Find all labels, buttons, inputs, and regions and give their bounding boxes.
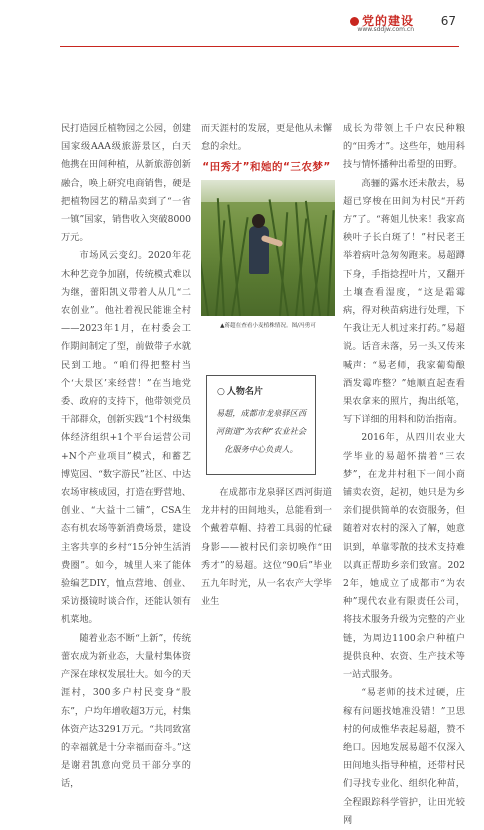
body-paragraph: “易老师的技术过硬，庄稼有问题找她准没错！”卫思村的何成惟华表起易超，赞不绝口。因地发展易超不仅深入田间地头指导种植，还带村民们寻找专业化、组织化种苗，全程跟踪科学管护，让田光较网 (343, 687, 465, 826)
page-header (0, 0, 484, 52)
body-paragraph: 随着业态不断“上新”，传统蕾农成为新业态，大量村集体资产深在球权发展壮大。如今的天涯村，300多户村民变身“股东”，户均年增收超3万元，村集体资产达3291万元。“共同致富的幸福就是十分幸福而奋斗。”这是谢君凯意向党员干部分享的话， (61, 632, 191, 790)
photo-caption: ▲蒋超在查看小麦植株情况。图/冯勇可 (220, 323, 316, 329)
body-paragraph: 成长为带领上千户农民种粮的“田秀才”。这些年，她用科技与情怀播种出希望的田野。 (343, 123, 465, 171)
page-number: 67 (440, 14, 456, 28)
article-photo (201, 180, 335, 316)
body-paragraph: 2016年，从四川农业大学毕业的易超怀揣着“三农梦”，在龙井村租下一间小商铺卖农资，起初，她只是为乡亲们提供简单的农资服务，但随着对农村的深入了解，她意识到，单靠零散的技术支持难以真正帮助乡亲们致富。2022年，她成立了成都市“为农种”现代农业有限责任公司，将技术服务升级为完整的产业链，为周边1100余户种植户提供良种、农资、生产技术等一站式服务。 (343, 432, 465, 681)
column-2-bottom (201, 484, 332, 611)
body-paragraph: 而天涯村的发展，更是他从未懈怠的余灶。 (201, 123, 332, 153)
body-paragraph: 市场风云变幻。2020年花木种艺竞争加剧，传统模式难以为继，蕾阳凯义带着人从几“二农创业”。他社着视民能谁全村——2023年1月，在村委会工作期间制定了型，前做带子水就民到工地。“咱们得把整村当个‘大景区’来经营！”在当地党委、政府的支持下，他带领党员干部群众，创新实践“1个村级集体经济组织+1个平台运营公司+N个产业项目”模式，和蓄艺博览园、“数字游民”社区、中达农场审核成园，打造在野营地、创业、“大益十二铺”，CSA生态有机农场等新消费场景，建设主客共享的乡村“15分钟生活消费圈”。如今，城里人来了能体验编艺DIY，恤点营地、创业、采访摄镜时谈合作，还能认领有机菜地。 (61, 250, 191, 626)
profile-box (206, 375, 316, 475)
site-url: www.sddjw.com.cn (357, 26, 414, 33)
profile-text: 易超，成都市龙泉驿区西河街道“为农种”农业社会化服务中心负责人。 (215, 408, 307, 454)
column-2-top (201, 120, 332, 156)
logo-text: 党的建设 (361, 14, 414, 28)
body-paragraph: 在成都市龙泉驿区西河街道龙井村的田间地头，总能看到一个戴着草帽、持着工具弱的忙碌身影——被村民们亲切唤作“田秀才”的易超。这位“90后”毕业五九年时光，从一名农产大学毕业生 (201, 487, 332, 608)
body-paragraph: 民打造园丘植物园之公园，创建国家级AAA级旅游景区，白天他携在田间种植，从新旅游创新融合，唤上研究电商销售，硬是把植物园艺的精品卖到了“一省一镇”国家，销售收入突破8000万元。 (61, 123, 191, 244)
profile-title: ○ 人物名片 (217, 387, 263, 397)
column-1 (61, 120, 191, 794)
section-title: “田秀才”和她的“三农梦” (202, 161, 331, 173)
logo-icon (350, 17, 359, 26)
column-3 (343, 120, 465, 830)
person-figure (249, 226, 269, 274)
header-divider (60, 46, 459, 47)
body-paragraph: 高骊的露水还未散去，易超已穿梭在田间为村民“开药方”了。“蒋姐儿快来！我家高秧叶子长白斑了！”村民老王举着病叶急匆匆跑来。易超蹲下身，手指捻捏叶片，又翻开土壤查看湿度，“这是霜霉病，得对秧苗病进行处理，下午我让无人机过来打药。”易超说。话音未落，另一头又传来喊声：“易老师，我家葡萄酿酒发霉咋整？”她顺直起查看果农拿来的照片，掏出纸笔，写下详细的用料和防治指南。 (343, 177, 465, 426)
